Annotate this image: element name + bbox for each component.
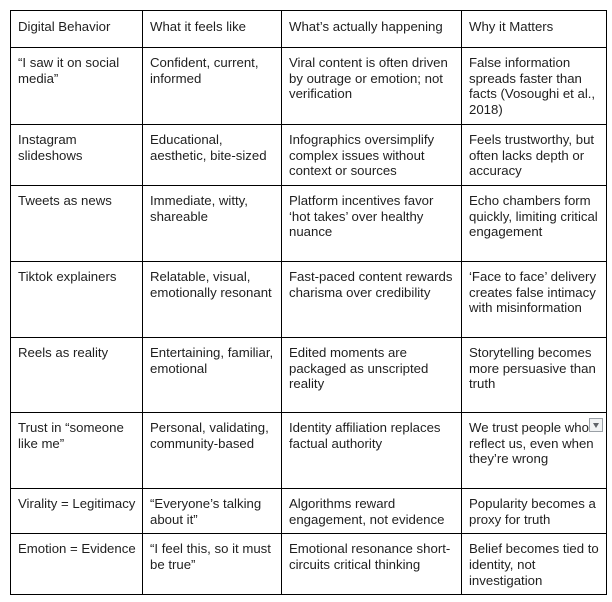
table-row — [11, 124, 607, 185]
cell-feels-like[interactable]: Immediate, witty, shareable — [143, 185, 282, 261]
cell-behavior[interactable]: Virality = Legitimacy — [11, 488, 143, 533]
cell-actually-happening[interactable]: Emotional resonance short-circuits critical thinking — [282, 534, 462, 595]
header-whats-actually-happening[interactable]: What’s actually happening — [282, 11, 462, 48]
cell-actually-happening[interactable]: Edited moments are packaged as unscripted reality — [282, 337, 462, 412]
cell-feels-like[interactable]: Confident, current, informed — [143, 48, 282, 125]
cell-why-it-matters[interactable]: ‘Face to face’ delivery creates false intimacy with misinformation — [462, 261, 607, 337]
cell-why-it-matters[interactable]: Popularity becomes a proxy for truth — [462, 488, 607, 533]
cell-behavior[interactable]: “I saw it on social media” — [11, 48, 143, 125]
table-row — [11, 48, 607, 125]
comparison-table — [10, 10, 607, 595]
table-row — [11, 534, 607, 595]
cell-feels-like[interactable]: Entertaining, familiar, emotional — [143, 337, 282, 412]
cell-behavior[interactable]: Reels as reality — [11, 337, 143, 412]
cell-actually-happening[interactable]: Infographics oversimplify complex issues without context or sources — [282, 124, 462, 185]
cell-actually-happening[interactable]: Algorithms reward engagement, not evidence — [282, 488, 462, 533]
cell-actually-happening[interactable]: Viral content is often driven by outrage or emotion; not verification — [282, 48, 462, 125]
cell-feels-like[interactable]: Educational, aesthetic, bite-sized — [143, 124, 282, 185]
chevron-down-icon[interactable] — [589, 418, 603, 432]
table-row — [11, 337, 607, 412]
header-what-it-feels-like[interactable]: What it feels like — [143, 11, 282, 48]
document-sheet — [10, 10, 606, 595]
cell-feels-like[interactable]: Personal, validating, community-based — [143, 412, 282, 488]
header-digital-behavior[interactable]: Digital Behavior — [11, 11, 143, 48]
cell-actually-happening[interactable]: Fast-paced content rewards charisma over credibility — [282, 261, 462, 337]
cell-feels-like[interactable]: Relatable, visual, emotionally resonant — [143, 261, 282, 337]
cell-actually-happening[interactable]: Platform incentives favor ‘hot takes’ over healthy nuance — [282, 185, 462, 261]
cell-why-it-matters[interactable]: Echo chambers form quickly, limiting critical engagement — [462, 185, 607, 261]
cell-behavior[interactable]: Trust in “someone like me” — [11, 412, 143, 488]
cell-why-it-matters[interactable]: Belief becomes tied to identity, not investigation — [462, 534, 607, 595]
table-row — [11, 261, 607, 337]
cell-behavior[interactable]: Instagram slideshows — [11, 124, 143, 185]
table-header-row — [11, 11, 607, 48]
cell-behavior[interactable]: Tweets as news — [11, 185, 143, 261]
cell-feels-like[interactable]: “I feel this, so it must be true” — [143, 534, 282, 595]
header-why-it-matters[interactable]: Why it Matters — [462, 11, 607, 48]
table-row — [11, 185, 607, 261]
table-row — [11, 488, 607, 533]
cell-behavior[interactable]: Emotion = Evidence — [11, 534, 143, 595]
cell-feels-like[interactable]: “Everyone’s talking about it” — [143, 488, 282, 533]
cell-behavior[interactable]: Tiktok explainers — [11, 261, 143, 337]
cell-why-it-matters[interactable]: Storytelling becomes more persuasive than truth — [462, 337, 607, 412]
cell-actually-happening[interactable]: Identity affiliation replaces factual authority — [282, 412, 462, 488]
cell-why-it-matters-text: We trust people who reflect us, even when they’re wrong — [469, 419, 594, 467]
cell-why-it-matters[interactable]: False information spreads faster than facts (Vosoughi et al., 2018) — [462, 48, 607, 125]
cell-why-it-matters[interactable]: Feels trustworthy, but often lacks depth or accuracy — [462, 124, 607, 185]
cell-why-it-matters-with-dropdown[interactable] — [462, 412, 607, 488]
table-row — [11, 412, 607, 488]
